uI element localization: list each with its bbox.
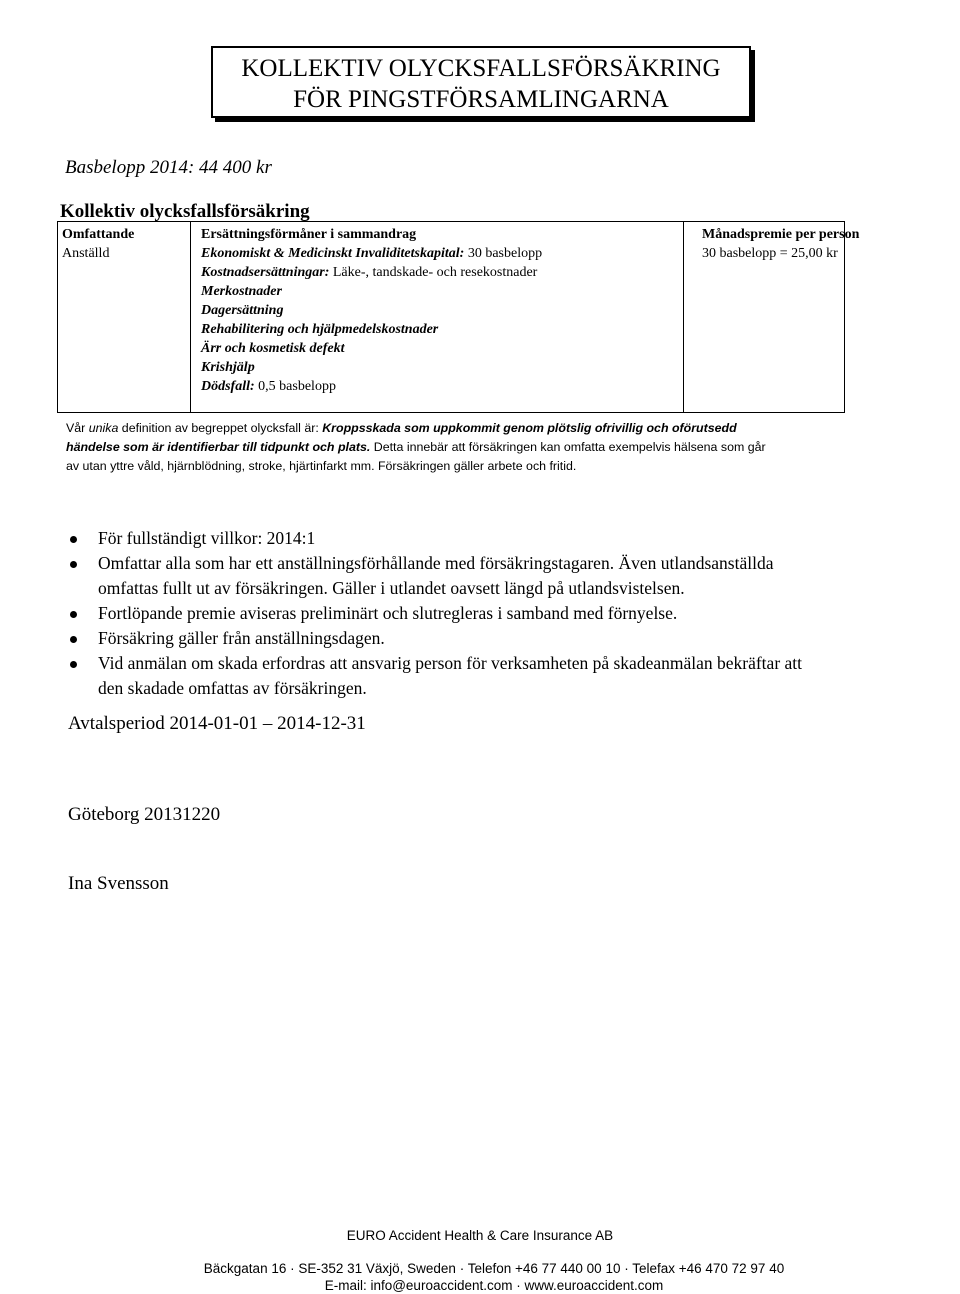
omfattande-column — [58, 222, 191, 412]
benefits-header: Ersättningsförmåner i sammandrag — [201, 227, 417, 242]
benefit-label: Ärr och kosmetisk defekt — [201, 341, 345, 356]
list-item — [66, 526, 896, 551]
definition-unika: unika — [88, 421, 119, 435]
benefit-label: Rehabilitering och hjälpmedelskostnader — [201, 322, 439, 337]
footer-company: EURO Accident Health & Care Insurance AB — [346, 1228, 614, 1243]
list-item — [66, 626, 896, 651]
benefit-row — [201, 320, 683, 339]
benefit-text: Läke-, tandskade- och resekostnader — [329, 265, 538, 280]
benefit-label: Ekonomiskt & Medicinskt Invaliditetskapital: — [201, 246, 465, 261]
benefit-row — [201, 263, 683, 282]
document-title — [211, 46, 751, 118]
benefit-row — [201, 339, 683, 358]
definition-prefix: Vår — [66, 421, 89, 435]
benefit-row — [201, 282, 683, 301]
coverage-table — [57, 221, 860, 413]
benefit-label: Krishjälp — [201, 360, 255, 375]
signer-name: Ina Svensson — [68, 873, 169, 894]
title-line-1: KOLLEKTIV OLYCKSFALLSFÖRSÄKRING — [241, 55, 721, 82]
footer — [0, 1227, 960, 1294]
title-line-2: FÖR PINGSTFÖRSAMLINGARNA — [293, 86, 669, 113]
place-date: Göteborg 20131220 — [68, 804, 221, 825]
list-item-text: Omfattar alla som har ett anställningsförhållande med försäkringstagaren. Även utlandsanställda — [98, 553, 774, 573]
benefit-text: 0,5 basbelopp — [254, 379, 336, 394]
list-item-text: Vid anmälan om skada erfordras att ansvarig person för verksamheten på skadeanmälan bekräftar att — [98, 653, 803, 673]
section-title: Kollektiv olycksfallsförsäkring — [60, 201, 310, 222]
agreement-period: Avtalsperiod 2014-01-01 – 2014-12-31 — [68, 713, 366, 734]
benefit-label: Merkostnader — [201, 284, 282, 299]
definition-bold-2: händelse som är identifierbar till tidpunkt och plats. — [66, 440, 371, 454]
benefit-row — [201, 244, 683, 263]
benefit-label: Kostnadsersättningar: — [201, 265, 330, 280]
definition-line-2 — [66, 438, 886, 457]
definition-bold-1: Kroppsskada som uppkommit genom plötslig ofrivillig och oförutsedd — [322, 421, 737, 435]
list-item-text: För fullständigt villkor: 2014:1 — [98, 528, 316, 548]
list-item-text: den skadade omfattas av försäkringen. — [98, 678, 367, 698]
benefits-column — [191, 222, 684, 412]
definition-line-3: av utan yttre våld, hjärnblödning, stroke, hjärtinfarkt mm. Försäkringen gäller arbete och fritid. — [66, 459, 577, 473]
definition-line-1 — [66, 419, 886, 438]
accident-definition — [66, 419, 886, 476]
benefit-label: Dagersättning — [201, 303, 284, 318]
definition-rest-1: Detta innebär att försäkringen kan omfatta exempelvis hälsena som går — [370, 440, 766, 454]
benefit-label: Dödsfall: — [201, 379, 255, 394]
footer-contact: E-mail: info@euroaccident.com · www.euroaccident.com — [324, 1278, 664, 1293]
footer-address: Bäckgatan 16 · SE-352 31 Växjö, Sweden · Telefon +46 77 440 00 10 · Telefax +46 470 72 97 40 — [203, 1261, 785, 1276]
terms-list — [66, 526, 896, 701]
benefit-row — [201, 377, 683, 396]
definition-middle: definition av begreppet olycksfall är: — [118, 421, 323, 435]
omfattande-value: Anställd — [62, 246, 110, 261]
omfattande-header: Omfattande — [62, 227, 135, 242]
benefit-row — [201, 358, 683, 377]
list-item — [66, 651, 896, 701]
premium-value: 30 basbelopp = 25,00 kr — [702, 246, 838, 261]
premium-header: Månadspremie per person — [702, 227, 860, 242]
list-item-text: Försäkring gäller från anställningsdagen. — [98, 628, 385, 648]
list-item — [66, 601, 896, 626]
list-item-text: omfattas fullt ut av försäkringen. Gäller i utlandet oavsett längd på utlandsvistelsen. — [98, 578, 685, 598]
premium-column — [684, 222, 860, 412]
basbelopp: Basbelopp 2014: 44 400 kr — [65, 157, 272, 178]
benefit-row — [201, 301, 683, 320]
benefit-text: 30 basbelopp — [464, 246, 543, 261]
list-item — [66, 551, 896, 601]
list-item-text: Fortlöpande premie aviseras preliminärt och slutregleras i samband med förnyelse. — [98, 603, 678, 623]
